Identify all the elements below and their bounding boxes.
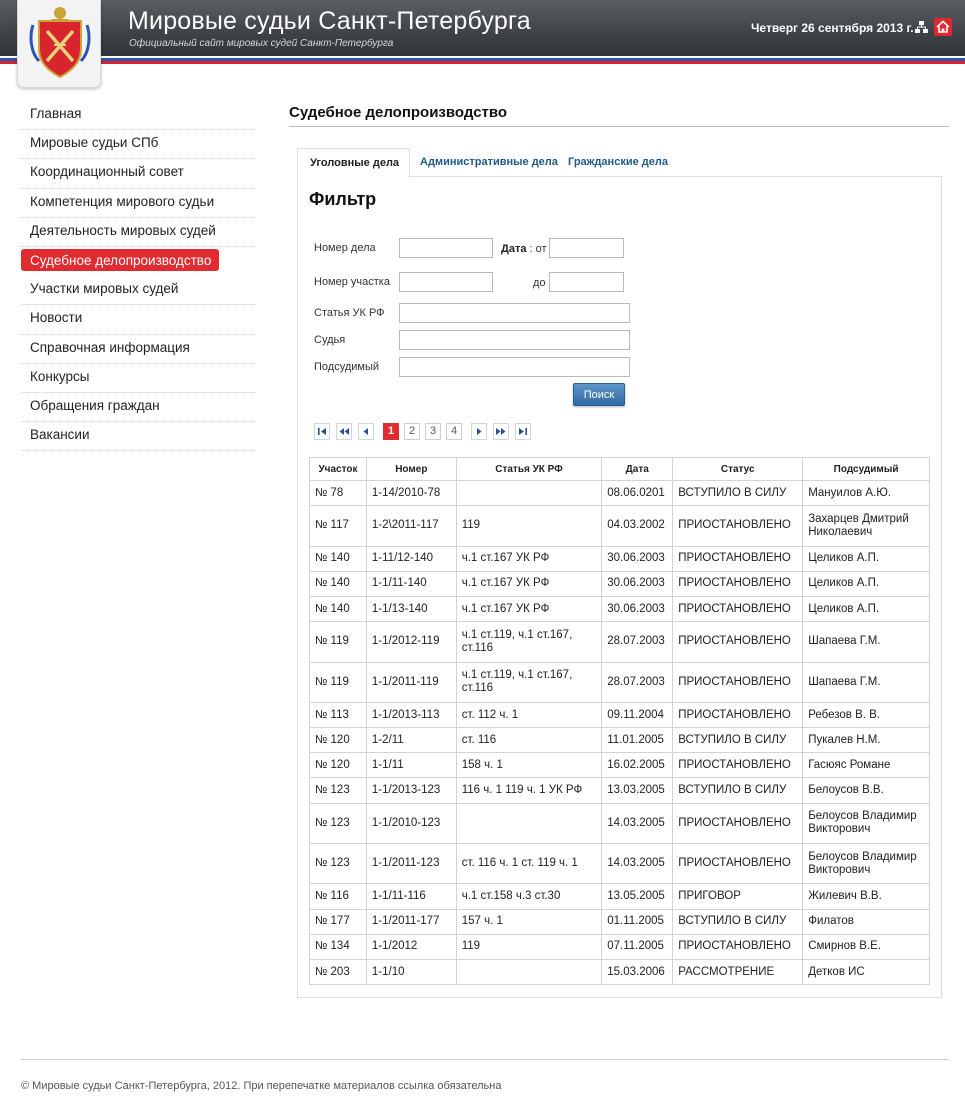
date-from-input[interactable] [549,238,624,258]
cell-status: ВСТУПИЛО В СИЛУ [673,909,803,934]
cell-status: ПРИОСТАНОВЛЕНО [673,506,803,546]
page-title: Судебное делопроизводство [289,104,508,121]
cell-status: ПРИОСТАНОВЛЕНО [673,622,803,662]
table-row[interactable] [310,702,930,727]
site-subtitle: Официальный сайт мировых судей Санкт-Петербурга [129,38,394,49]
cell-status: ВСТУПИЛО В СИЛУ [673,778,803,803]
cell-defendant: Смирнов В.Е. [803,934,930,959]
cell-defendant: Белоусов Владимир Викторович [803,844,930,884]
cell-district: № 203 [310,960,367,985]
sidebar-item-label: Координационный совет [30,164,184,180]
cell-number: 1-1/10 [366,960,456,985]
page-2-button[interactable]: 2 [404,423,420,440]
sidebar-item-label: Компетенция мирового судьи [30,193,215,209]
cell-defendant: Захарцев Дмитрий Николаевич [803,506,930,546]
cell-defendant: Белоусов В.В. [803,778,930,803]
cell-defendant: Целиков А.П. [803,571,930,596]
cell-article: ч.1 ст.167 УК РФ [456,571,602,596]
cell-date: 13.03.2005 [602,778,673,803]
judge-input[interactable] [399,330,630,350]
sidebar-item-9[interactable] [21,335,256,364]
cell-date: 07.11.2005 [602,934,673,959]
sidebar-item-5[interactable] [21,218,256,247]
cell-number: 1-1/2011-123 [366,844,456,884]
cell-number: 1-1/13-140 [366,596,456,621]
table-row[interactable] [310,728,930,753]
sidebar-item-6[interactable] [21,247,256,276]
cases-table [309,457,930,985]
cell-article: 116 ч. 1 119 ч. 1 УК РФ [456,778,602,803]
site-title[interactable]: Мировые судьи Санкт-Петербурга [128,7,531,35]
cell-article: 157 ч. 1 [456,909,602,934]
table-row[interactable] [310,506,930,546]
sidebar-item-label: Вакансии [30,427,90,443]
sidebar-item-4[interactable] [21,189,256,218]
current-date: Четверг 26 сентября 2013 г. [751,21,914,35]
cell-status: РАССМОТРЕНИЕ [673,960,803,985]
cell-article: 119 [456,506,602,546]
cell-date: 13.05.2005 [602,884,673,909]
title-divider [289,126,949,127]
cell-article: ч.1 ст.119, ч.1 ст.167, ст.116 [456,622,602,662]
cell-article: ст. 116 ч. 1 ст. 119 ч. 1 [456,844,602,884]
cell-article [456,481,602,506]
page-4-button[interactable]: 4 [446,423,462,440]
last-page-icon [516,424,530,439]
col-header-status[interactable]: Статус [673,458,803,481]
sidebar-item-label: Конкурсы [30,368,90,384]
sidebar-item-3[interactable] [21,159,256,188]
cell-number: 1-1/2010-123 [366,803,456,843]
table-row[interactable] [310,934,930,959]
cell-defendant: Белоусов Владимир Викторович [803,803,930,843]
cell-district: № 117 [310,506,367,546]
cell-district: № 113 [310,702,367,727]
flag-stripes [0,56,965,64]
cell-date: 15.03.2006 [602,960,673,985]
cell-status: ПРИОСТАНОВЛЕНО [673,803,803,843]
cell-article: ст. 116 [456,728,602,753]
cell-district: № 140 [310,571,367,596]
home-icon[interactable] [934,18,952,36]
cell-number: 1-1/2011-119 [366,662,456,702]
cell-date: 16.02.2005 [602,753,673,778]
cell-article: ч.1 ст.119, ч.1 ст.167, ст.116 [456,662,602,702]
footer-copyright: © Мировые судьи Санкт-Петербурга, 2012. При перепечатке материалов ссылка обязательна [21,1080,502,1092]
cell-status: ПРИОСТАНОВЛЕНО [673,934,803,959]
defendant-label: Подсудимый [314,361,380,373]
table-row[interactable] [310,622,930,662]
cell-district: № 140 [310,596,367,621]
cell-district: № 177 [310,909,367,934]
cell-number: 1-1/2013-113 [366,702,456,727]
page-3-button[interactable]: 3 [425,423,441,440]
table-row[interactable] [310,909,930,934]
sidebar-item-8[interactable] [21,305,256,334]
sidebar-item-1[interactable] [21,101,256,130]
table-header-row [310,458,930,481]
cell-article: ч.1 ст.158 ч.3 ст.30 [456,884,602,909]
tab-criminal-cases[interactable]: Уголовные дела [297,148,410,177]
next-group-button[interactable] [493,423,509,440]
cell-article: ч.1 ст.167 УК РФ [456,546,602,571]
cell-status: ВСТУПИЛО В СИЛУ [673,728,803,753]
cell-number: 1-1/2011-177 [366,909,456,934]
search-button[interactable]: Поиск [573,383,625,406]
table-row[interactable] [310,571,930,596]
table-row[interactable] [310,662,930,702]
judge-label: Судья [314,334,346,346]
district-label: Номер участка [314,276,390,288]
cell-date: 14.03.2005 [602,844,673,884]
col-header-number[interactable]: Номер [366,458,456,481]
defendant-input[interactable] [399,357,630,377]
sidebar-item-label: Обращения граждан [30,397,160,413]
coat-of-arms-logo[interactable] [17,0,101,88]
cell-district: № 119 [310,622,367,662]
footer-divider [21,1059,949,1060]
next-page-button[interactable] [471,423,487,440]
sidebar-item-label: Судебное делопроизводство [30,252,212,268]
table-row[interactable] [310,753,930,778]
article-label: Статья УК РФ [314,307,385,319]
col-header-article[interactable]: Статья УК РФ [456,458,602,481]
sidebar-item-label: Главная [30,106,82,121]
page-1-button[interactable]: 1 [383,423,399,440]
double-left-icon [337,424,351,439]
prev-page-button[interactable] [358,423,374,440]
site-header [0,0,965,64]
cell-date: 30.06.2003 [602,571,673,596]
table-row[interactable] [310,884,930,909]
sidebar-item-2[interactable] [21,130,256,159]
cell-date: 30.06.2003 [602,546,673,571]
table-row[interactable] [310,803,930,843]
sidebar-item-11[interactable] [21,393,256,422]
sidebar-item-10[interactable] [21,364,256,393]
date-to-input[interactable] [549,272,624,292]
table-row[interactable] [310,960,930,985]
district-input[interactable] [399,272,493,292]
cell-article: 158 ч. 1 [456,753,602,778]
cell-number: 1-1/2012-119 [366,622,456,662]
sidebar-item-label: Новости [30,310,83,326]
cell-date: 14.03.2005 [602,803,673,843]
sidebar-item-label: Мировые судьи СПб [30,135,159,151]
cell-defendant: Детков ИС [803,960,930,985]
case-number-input[interactable] [399,238,493,258]
sidebar-item-7[interactable] [21,276,256,305]
cell-defendant: Гасюяс Романе [803,753,930,778]
cell-date: 28.07.2003 [602,622,673,662]
cell-defendant: Шапаева Г.М. [803,662,930,702]
cell-defendant: Мануилов А.Ю. [803,481,930,506]
cell-article [456,960,602,985]
cell-district: № 134 [310,934,367,959]
cell-date: 28.07.2003 [602,662,673,702]
cell-number: 1-1/2013-123 [366,778,456,803]
article-input[interactable] [399,303,630,323]
col-header-district[interactable]: Участок [310,458,367,481]
cell-district: № 140 [310,546,367,571]
cell-date: 11.01.2005 [602,728,673,753]
cell-date: 08.06.0201 [602,481,673,506]
cell-date: 04.03.2002 [602,506,673,546]
chevron-right-icon [472,424,486,439]
cell-district: № 120 [310,753,367,778]
sitemap-icon[interactable] [913,18,931,36]
sidebar-item-label: Деятельность мировых судей [30,222,216,238]
table-row[interactable] [310,596,930,621]
table-row[interactable] [310,844,930,884]
chevron-left-icon [359,424,373,439]
cell-number: 1-1/11 [366,753,456,778]
col-header-date[interactable]: Дата [602,458,673,481]
sidebar-nav [21,101,256,451]
cell-number: 1-1/2012 [366,934,456,959]
cell-date: 09.11.2004 [602,702,673,727]
cell-district: № 116 [310,884,367,909]
tab-administrative-cases[interactable]: Административные дела [420,156,558,168]
prev-group-button[interactable] [336,423,352,440]
date-label-group [501,243,547,255]
cell-date: 01.11.2005 [602,909,673,934]
cell-district: № 119 [310,662,367,702]
first-page-icon [315,424,329,439]
cell-district: № 123 [310,778,367,803]
cell-defendant: Пукалев Н.М. [803,728,930,753]
tab-civil-cases[interactable]: Гражданские дела [568,156,668,168]
cell-defendant: Жилевич В.В. [803,884,930,909]
cell-status: ВСТУПИЛО В СИЛУ [673,481,803,506]
cell-district: № 123 [310,844,367,884]
cell-defendant: Филатов [803,909,930,934]
cell-defendant: Ребезов В. В. [803,702,930,727]
cell-article: ст. 112 ч. 1 [456,702,602,727]
cell-number: 1-1/11-140 [366,571,456,596]
table-row[interactable] [310,481,930,506]
sidebar-item-label: Справочная информация [30,339,190,355]
cell-status: ПРИОСТАНОВЛЕНО [673,753,803,778]
cases-panel [297,176,942,998]
col-header-defendant[interactable]: Подсудимый [803,458,930,481]
last-page-button[interactable] [515,423,531,440]
cell-status: ПРИОСТАНОВЛЕНО [673,596,803,621]
cell-status: ПРИОСТАНОВЛЕНО [673,571,803,596]
cell-article [456,803,602,843]
cell-defendant: Целиков А.П. [803,596,930,621]
cell-number: 1-11/12-140 [366,546,456,571]
cell-district: № 123 [310,803,367,843]
sidebar-item-12[interactable] [21,422,256,451]
sidebar-item-label: Участки мировых судей [30,281,179,297]
case-number-label: Номер дела [314,242,376,254]
date-to-label: до [533,277,546,289]
double-right-icon [494,424,508,439]
cell-district: № 120 [310,728,367,753]
cell-number: 1-1/11-116 [366,884,456,909]
table-row[interactable] [310,546,930,571]
coat-of-arms-icon [27,5,93,81]
cell-number: 1-14/2010-78 [366,481,456,506]
date-label: Дата [501,243,527,255]
table-row[interactable] [310,778,930,803]
cell-article: 119 [456,934,602,959]
cell-defendant: Шапаева Г.М. [803,622,930,662]
cell-number: 1-2/11 [366,728,456,753]
first-page-button[interactable] [314,423,330,440]
cell-status: ПРИГОВОР [673,884,803,909]
cell-article: ч.1 ст.167 УК РФ [456,596,602,621]
cell-date: 30.06.2003 [602,596,673,621]
date-from-label: : от [529,243,547,255]
filter-title: Фильтр [309,189,377,209]
cell-status: ПРИОСТАНОВЛЕНО [673,844,803,884]
cell-number: 1-2\2011-117 [366,506,456,546]
cell-status: ПРИОСТАНОВЛЕНО [673,702,803,727]
cell-status: ПРИОСТАНОВЛЕНО [673,546,803,571]
cell-defendant: Целиков А.П. [803,546,930,571]
cell-district: № 78 [310,481,367,506]
cell-status: ПРИОСТАНОВЛЕНО [673,662,803,702]
